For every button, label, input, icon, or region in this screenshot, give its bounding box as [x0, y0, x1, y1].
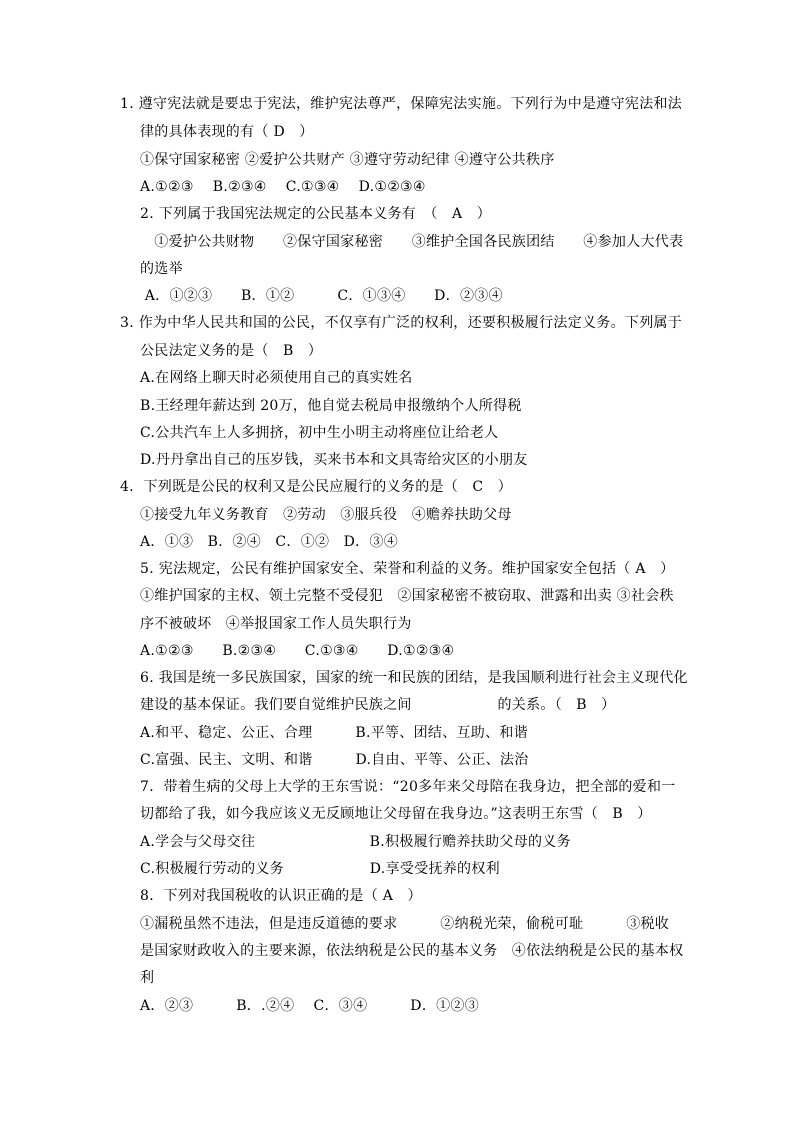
text-line-22: 6. 我国是统一多民族国家，国家的统一和民族的团结，是我国顺利进行社会主义现代化 — [140, 670, 688, 686]
text-line-21: A.①②③ B.②③④ C.①③④ D.①②③④ — [140, 643, 455, 659]
text-line-18: 5. 宪法规定，公民有维护国家安全、荣誉和利益的义务。维护国家安全包括（ A ） — [140, 561, 675, 577]
text-line-23: 建设的基本保证。我们要自觉维护民族之间 的关系。（ B ） — [140, 697, 616, 713]
text-line-24: A.和平、稳定、公正、合理 B.平等、团结、互助、和谐 — [140, 725, 528, 741]
text-line-29: C.积极履行劳动的义务 D.享受受抚养的权利 — [140, 861, 500, 877]
text-line-30: 8．下列对我国税收的认识正确的是（ A ） — [140, 888, 422, 904]
text-line-5: 2. 下列属于我国宪法规定的公民基本义务有 （ A ） — [140, 206, 492, 222]
text-line-34: A．②③ B．.②④ C．③④ D．①②③ — [140, 998, 480, 1014]
text-line-2: 律的具体表现的有（ D ） — [140, 124, 314, 140]
text-line-20: 序不被破坏 ④举报国家工作人员失职行为 — [140, 616, 412, 632]
text-line-3: ①保守国家秘密 ②爱护公共财产 ③遵守劳动纪律 ④遵守公共秩序 — [140, 152, 555, 168]
text-line-4: A.①②③ B.②③④ C.①③④ D.①②③④ — [140, 179, 426, 195]
text-line-11: A.在网络上聊天时必须使用自己的真实姓名 — [140, 370, 413, 386]
text-line-6: ①爱护公共财物 ②保守国家秘密 ③维护全国各民族团结 ④参加人大代表 — [140, 234, 684, 250]
text-line-1: 1. 遵守宪法就是要忠于宪法，维护宪法尊严，保障宪法实施。下列行为中是遵守宪法和法 — [120, 96, 683, 112]
text-line-17: A．①③ B．②④ C．①② D．③④ — [140, 534, 399, 550]
text-line-32: 是国家财政收入的主要来源，依法纳税是公民的基本义务 ④依法纳税是公民的基本权 — [140, 943, 684, 959]
text-line-25: C.富强、民主、文明、和谐 D.自由、平等、公正、法治 — [140, 752, 529, 768]
text-line-9: 3. 作为中华人民共和国的公民，不仅享有广泛的权利，还要积极履行法定义务。下列属于 — [120, 315, 683, 331]
text-line-14: D.丹丹拿出自己的压岁钱，买来书本和文具寄给灾区的小朋友 — [140, 452, 528, 468]
text-line-33: 利 — [140, 970, 155, 986]
text-line-27: 切都给了我，如今我应该义无反顾地让父母留在我身边。”这表明王东雪（ B ） — [140, 806, 652, 822]
text-line-7: 的选举 — [140, 261, 183, 277]
text-line-12: B.王经理年薪达到 20万，他自觉去税局申报缴纳个人所得税 — [140, 398, 522, 414]
text-line-13: C.公共汽车上人多拥挤，初中生小明主动将座位让给老人 — [140, 425, 499, 441]
text-line-10: 公民法定义务的是（ B ） — [140, 343, 323, 359]
text-line-28: A.学会与父母交往 B.积极履行赡养扶助父母的义务 — [140, 834, 571, 850]
text-line-31: ①漏税虽然不违法，但是违反道德的要求 ②纳税光荣，偷税可耻 ③税收 — [140, 916, 670, 932]
text-line-15: 4．下列既是公民的权利又是公民应履行的义务的是（ C ） — [120, 479, 513, 495]
text-line-16: ①接受九年义务教育 ②劳动 ③服兵役 ④赡养扶助父母 — [140, 507, 512, 523]
text-line-19: ①维护国家的主权、领土完整不受侵犯 ②国家秘密不被窃取、泄露和出卖 ③社会秩 — [140, 588, 674, 604]
text-line-8: A．①②③ B．①② C．①③④ D．②③④ — [140, 288, 503, 304]
text-line-26: 7．带着生病的父母上大学的王东雪说：“20多年来父母陪在我身边，把全部的爱和一 — [140, 779, 676, 795]
